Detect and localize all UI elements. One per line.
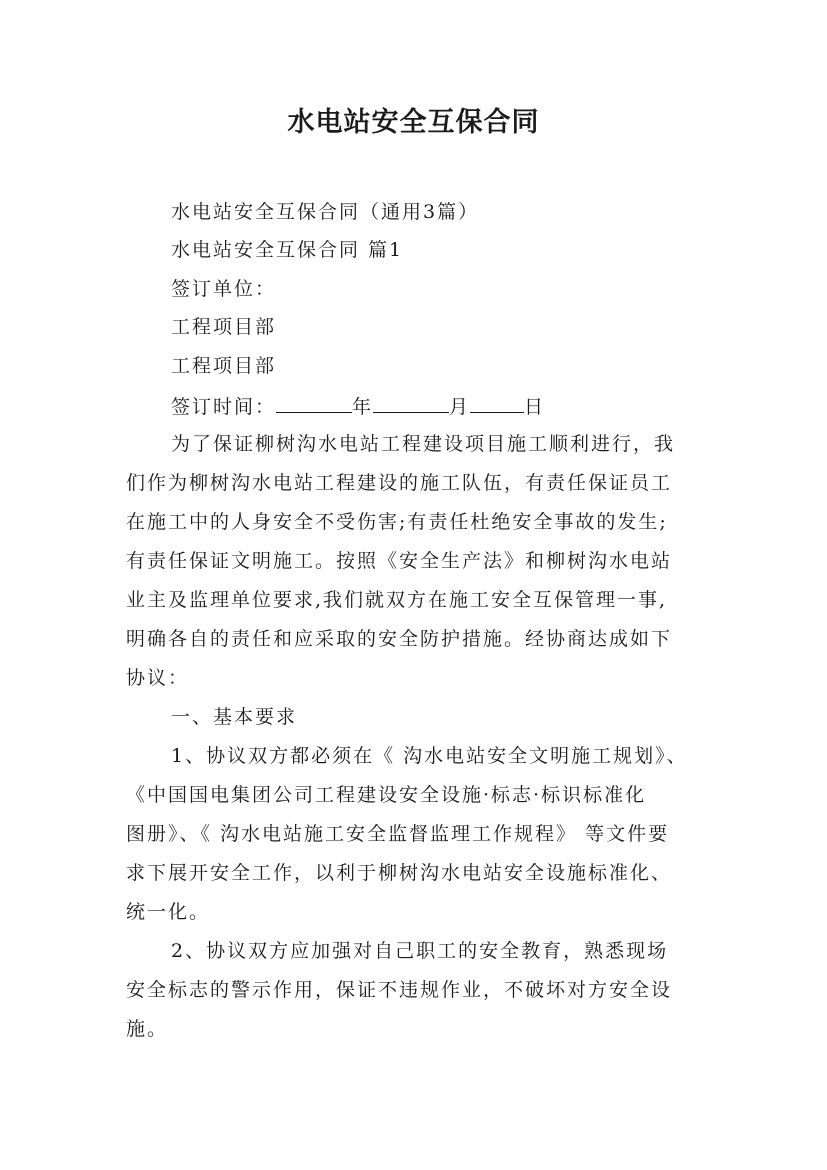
intro-line: 明确各自的责任和应采取的安全防护措施。经协商达成如下 [126,628,673,650]
sign-time-line [171,392,545,420]
sign-unit-label: 签订单位： [171,278,277,300]
document-title: 水电站安全互保合同 [287,107,540,138]
document-subtitle: 水电站安全互保合同（通用3篇） [171,201,480,223]
month-blank [373,392,449,413]
date-day: 日 [524,396,546,418]
intro-line: 们作为柳树沟水电站工程建设的施工队伍，有责任保证员工 [126,472,673,494]
sign-time-label: 签订时间： [171,396,277,418]
item2-line: 2、协议双方应加强对自己职工的安全教育，熟悉现场 [171,940,669,962]
intro-line: 在施工中的人身安全不受伤害;有责任杜绝安全事故的发生; [126,511,668,533]
intro-line: 为了保证柳树沟水电站工程建设项目施工顺利进行，我 [171,433,676,455]
section-heading: 水电站安全互保合同 篇1 [171,239,404,261]
item1-line: 求下展开安全工作，以利于柳树沟水电站安全设施标准化、 [126,862,673,884]
intro-line: 协议： [126,667,190,689]
item1-line: 《中国国电集团公司工程建设安全设施·标志·标识标准化 [126,784,647,806]
item1-line: 统一化。 [126,901,211,923]
item1-line: 图册》、《 沟水电站施工安全监督监理工作规程》 等文件要 [126,823,670,845]
party-b: 工程项目部 [171,355,277,377]
item2-line: 安全标志的警示作用，保证不违规作业，不破坏对方安全设 [126,979,673,1001]
heading-basic-requirements: 一、基本要求 [171,706,298,728]
date-month: 月 [449,396,471,418]
party-a: 工程项目部 [171,316,277,338]
intro-line: 业主及监理单位要求,我们就双方在施工安全互保管理一事, [126,589,668,611]
day-blank [470,392,524,413]
item2-line: 施。 [126,1018,169,1040]
date-year: 年 [352,396,374,418]
item1-line: 1、协议双方都必须在《 沟水电站安全文明施工规划》、 [171,745,688,767]
year-blank [276,392,352,413]
intro-line: 有责任保证文明施工。按照《安全生产法》和柳树沟水电站 [126,550,673,572]
